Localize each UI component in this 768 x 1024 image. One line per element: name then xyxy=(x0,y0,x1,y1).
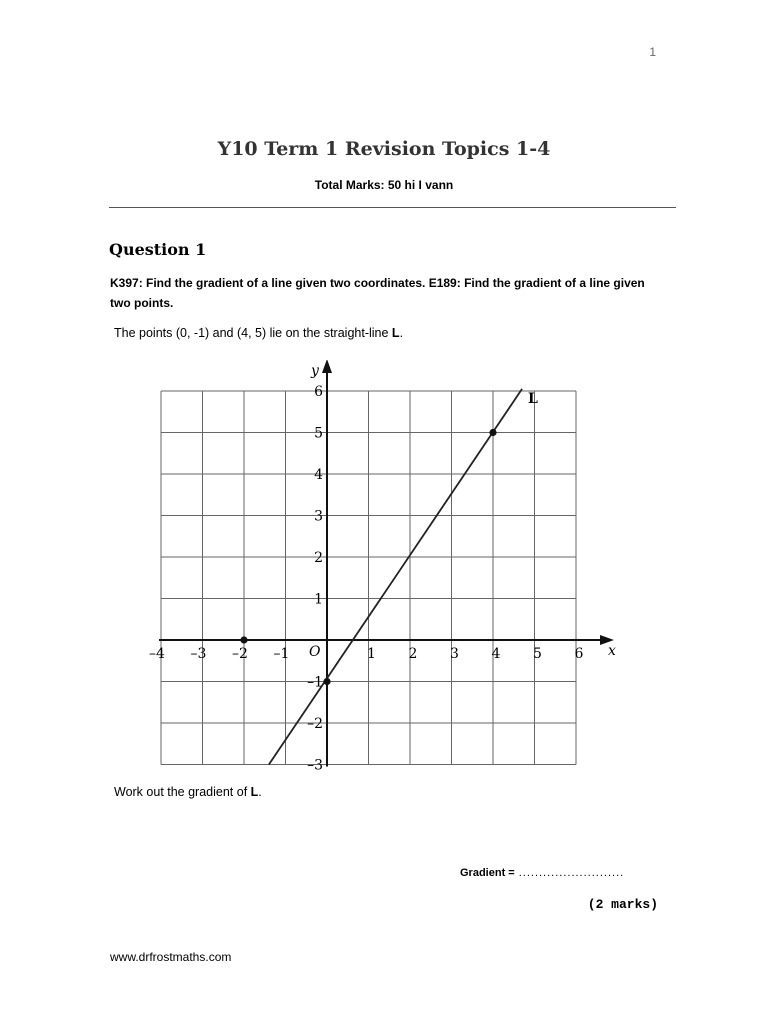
y-axis-arrow xyxy=(322,360,332,373)
series xyxy=(269,389,538,765)
page-title: Y10 Term 1 Revision Topics 1-4 xyxy=(217,138,551,160)
x-axis-label: x xyxy=(608,643,616,659)
statement-end: . xyxy=(399,326,404,340)
y-tick-label: –2 xyxy=(307,716,323,732)
series-label: L xyxy=(528,390,538,407)
total-marks: Total Marks: 50 hi I vann xyxy=(314,178,454,192)
line-name: L xyxy=(391,326,400,340)
question-statement xyxy=(114,326,403,340)
footer-url[interactable]: www.drfrostmaths.com xyxy=(110,950,232,964)
task-instruction xyxy=(114,785,262,799)
y-tick-label: 4 xyxy=(314,467,323,483)
x-tick-label: 6 xyxy=(574,646,584,662)
x-tick-label: 4 xyxy=(491,646,501,662)
x-tick-label: –3 xyxy=(190,646,207,662)
task-text: Work out the gradient of xyxy=(114,785,251,799)
y-tick-label: 6 xyxy=(314,384,323,400)
coordinate-graph xyxy=(130,360,630,780)
origin-label: O xyxy=(309,644,321,660)
data-point xyxy=(323,678,330,685)
line-L xyxy=(269,389,522,765)
answer-line xyxy=(460,867,624,879)
y-axis-label: y xyxy=(311,363,319,379)
task-line-name: L xyxy=(250,785,259,799)
x-tick-label: 5 xyxy=(533,646,542,662)
answer-blank[interactable]: .......................... xyxy=(518,867,625,879)
marks-label: (2 marks) xyxy=(587,897,658,912)
x-tick-label: 2 xyxy=(408,646,418,662)
data-point xyxy=(240,636,247,643)
x-tick-label: 1 xyxy=(367,646,376,662)
y-tick-label: –1 xyxy=(307,674,323,691)
gradient-label: Gradient = xyxy=(460,867,515,879)
page-number: 1 xyxy=(649,45,656,59)
x-tick-label: –2 xyxy=(232,646,248,662)
data-point xyxy=(489,429,496,436)
header-divider xyxy=(109,207,676,208)
y-tick-label: 1 xyxy=(314,591,323,608)
statement-text: The points (0, -1) and (4, 5) lie on the straight-line xyxy=(114,326,392,340)
y-tick-label: 2 xyxy=(314,550,323,566)
y-tick-label: –3 xyxy=(307,757,323,774)
axes xyxy=(159,360,616,767)
question-heading: Question 1 xyxy=(109,240,207,259)
y-tick-label: 3 xyxy=(314,508,323,525)
x-tick-label: –1 xyxy=(273,646,290,662)
question-objectives: K397: Find the gradient of a line given two coordinates. E189: Find the gradient of a line given two points. xyxy=(110,276,645,310)
x-tick-label: 3 xyxy=(450,646,459,662)
task-end: . xyxy=(258,785,262,799)
tick-labels xyxy=(149,384,584,774)
y-tick-label: 5 xyxy=(314,425,323,442)
grid xyxy=(161,391,576,765)
x-tick-label: –4 xyxy=(149,646,165,662)
